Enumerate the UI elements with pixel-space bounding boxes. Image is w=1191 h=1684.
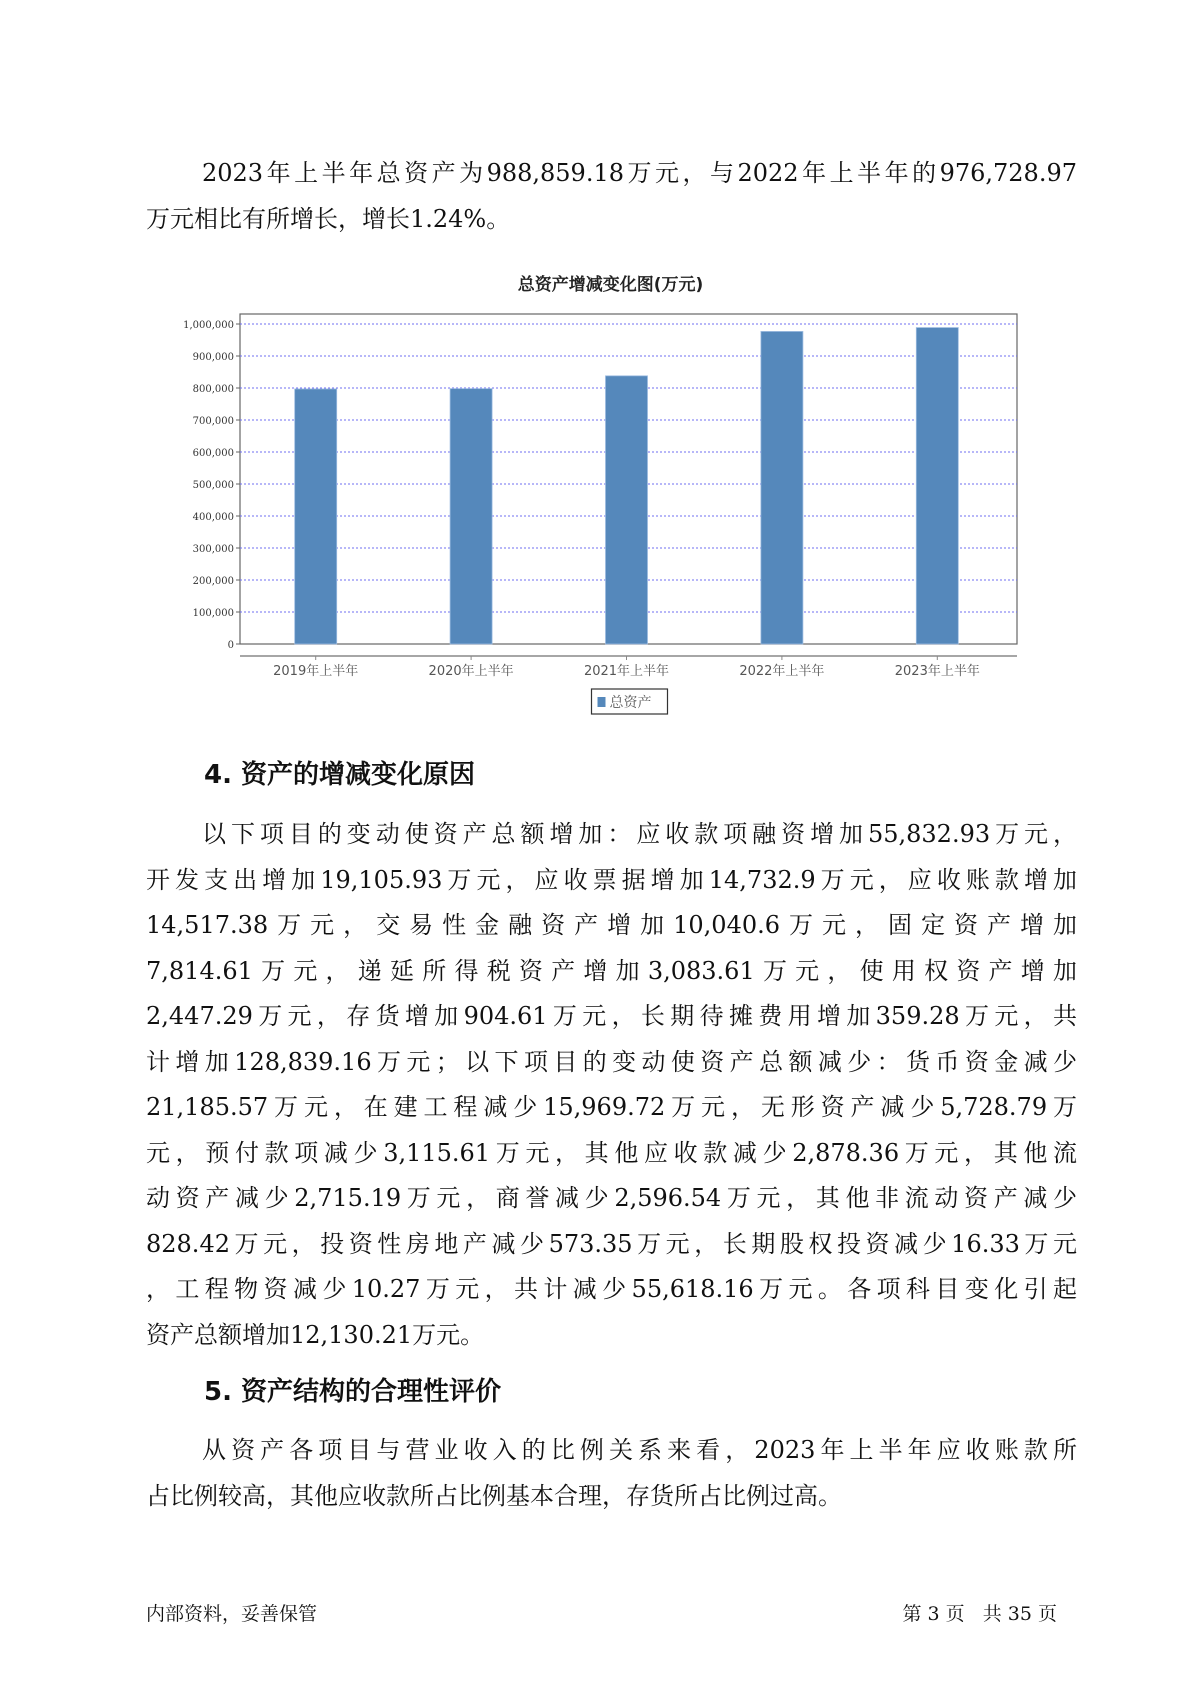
y-tick-label: 500,000 <box>192 480 234 491</box>
paragraph-line: ，工程物资减少10.27万元，共计减少55,618.16万元。各项科目变化引起 <box>146 1275 1077 1303</box>
section-5-heading: 5. 资产结构的合理性评价 <box>204 1377 502 1407</box>
chart-title: 总资产增减变化图(万元) <box>517 275 704 295</box>
paragraph-line: 从资产各项目与营业收入的比例关系来看，2023年上半年应收账款所 <box>202 1436 1077 1464</box>
paragraph-line: 以下项目的变动使资产总额增加：应收款项融资增加55,832.93万元， <box>202 820 1077 848</box>
paragraph-line: 7,814.61万元，递延所得税资产增加3,083.61万元，使用权资产增加 <box>146 956 1077 985</box>
bar <box>295 389 337 644</box>
footer-page-number: 第 3 页 共 35 页 <box>902 1603 1057 1625</box>
y-tick-label: 900,000 <box>192 352 234 363</box>
legend-label: 总资产 <box>609 695 652 711</box>
y-tick-label: 1,000,000 <box>183 320 234 331</box>
bar <box>761 331 803 644</box>
paragraph-line: 万元相比有所增长，增长1.24%。 <box>146 204 511 233</box>
x-tick-label: 2020年上半年 <box>428 664 514 679</box>
paragraph-line: 元，预付款项减少3,115.61万元，其他应收款减少2,878.36万元，其他流 <box>146 1138 1077 1167</box>
paragraph-line: 计增加128,839.16万元；以下项目的变动使资产总额减少：货币资金减少 <box>146 1047 1077 1076</box>
y-tick-label: 100,000 <box>192 608 234 619</box>
y-tick-label: 0 <box>227 640 234 651</box>
paragraph-line: 828.42万元，投资性房地产减少573.35万元，长期股权投资减少16.33万元 <box>146 1229 1077 1258</box>
paragraph-line: 动资产减少2,715.19万元，商誉减少2,596.54万元，其他非流动资产减少 <box>146 1184 1077 1212</box>
paragraph-line: 2023年上半年总资产为988,859.18万元，与2022年上半年的976,728.97 <box>202 159 1077 187</box>
legend-swatch <box>598 697 606 707</box>
paragraph-line: 14,517.38万元，交易性金融资产增加10,040.6万元，固定资产增加 <box>146 911 1077 939</box>
x-tick-label: 2023年上半年 <box>894 664 980 679</box>
footer-confidential-note: 内部资料，妥善保管 <box>146 1603 318 1625</box>
y-tick-label: 200,000 <box>192 576 234 587</box>
section-4-heading: 4. 资产的增减变化原因 <box>204 760 476 790</box>
x-tick-label: 2019年上半年 <box>273 664 359 679</box>
paragraph-line: 2,447.29万元，存货增加904.61万元，长期待摊费用增加359.28万元，共 <box>146 1002 1077 1030</box>
y-tick-label: 300,000 <box>192 544 234 555</box>
total-assets-bar-chart <box>0 0 1191 730</box>
paragraph-line: 资产总额增加12,130.21万元。 <box>146 1320 485 1349</box>
y-tick-label: 800,000 <box>192 384 234 395</box>
x-tick-label: 2021年上半年 <box>583 664 670 679</box>
paragraph-line: 21,185.57万元，在建工程减少15,969.72万元，无形资产减少5,728.79万 <box>146 1093 1077 1121</box>
y-tick-label: 400,000 <box>192 512 234 523</box>
paragraph-line: 占比例较高，其他应收款所占比例基本合理，存货所占比例过高。 <box>146 1481 842 1510</box>
y-tick-label: 600,000 <box>192 448 234 459</box>
bar <box>450 389 492 644</box>
x-tick-label: 2022年上半年 <box>739 664 825 679</box>
bar <box>916 328 958 644</box>
paragraph-line: 开发支出增加19,105.93万元，应收票据增加14,732.9万元，应收账款增加 <box>146 865 1077 894</box>
y-tick-label: 700,000 <box>192 416 234 427</box>
bar <box>606 376 648 644</box>
